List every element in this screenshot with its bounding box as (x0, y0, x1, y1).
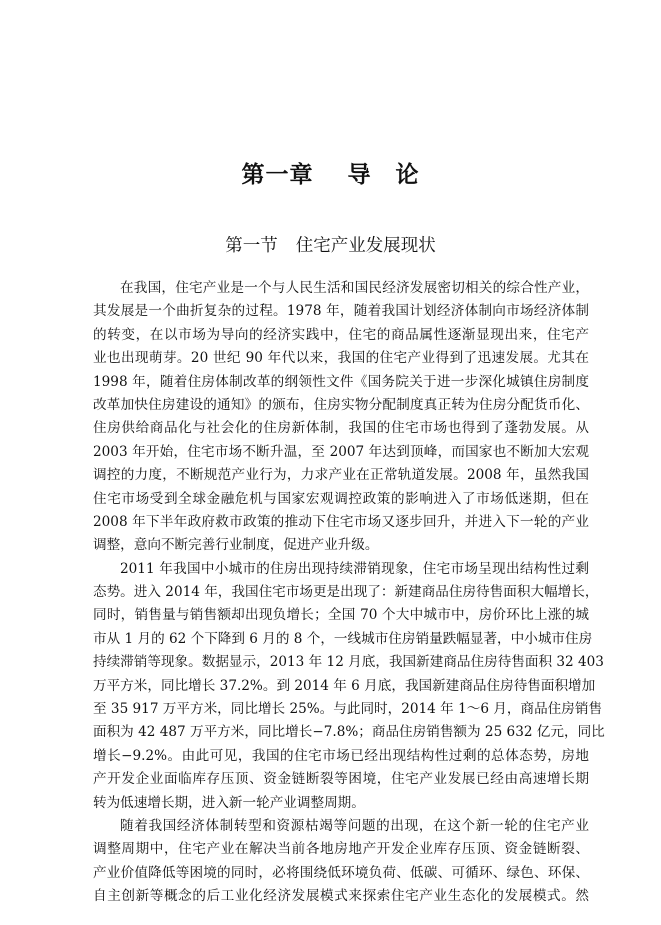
text-line: 住房供给商品化与社会化的住房新体制，我国的住宅市场也得到了蓬勃发展。从 (93, 420, 589, 437)
text-line: 2011 年我国中小城市的住房出现持续滞销现象，住宅市场呈现出结构性过剩 (120, 560, 589, 577)
section-title (0, 232, 661, 257)
text-line: 调整周期中，住宅产业在解决当前各地房地产开发企业库存压顶、资金链断裂、 (93, 841, 589, 858)
text-line: 至 35 917 万平方米，同比增长 25%。与此同时，2014 年 1～6 月，商品住房销售 (93, 701, 603, 718)
text-line: 2003 年开始，住宅市场不断升温，至 2007 年达到顶峰，而国家也不断加大宏观 (93, 443, 589, 460)
chapter-name: 导 论 (347, 161, 420, 188)
text-line: 随着我国经济体制转型和资源枯竭等问题的出现，在这个新一轮的住宅产业 (120, 817, 589, 834)
text-line: 改革加快住房建设的通知》的颁布，住房实物分配制度真正转为住房分配货币化、 (93, 396, 589, 413)
text-line: 1998 年，随着住房体制改革的纲领性文件《国务院关于进一步深化城镇住房制度 (93, 373, 589, 390)
text-line: 市从 1 月的 62 个下降到 6 月的 8 个，一线城市住房销量跌幅显著，中小城市住房 (93, 630, 593, 647)
paragraph (93, 558, 605, 815)
text-line: 同时，销售量与销售额却出现负增长；全国 70 个大中城市中，房价环比上涨的城 (93, 607, 589, 624)
text-line: 其发展是一个曲折复杂的过程。1978 年，随着我国计划经济体制向市场经济体制 (93, 303, 589, 320)
text-line: 住宅市场受到全球金融危机与国家宏观调控政策的影响进入了市场低迷期，但在 (93, 490, 589, 507)
text-line: 面积为 42 487 万平方米，同比增长−7.8%；商品住房销售额为 25 632 亿元，同比 (93, 724, 605, 741)
chapter-number: 第一章 (241, 161, 314, 188)
paragraph (93, 277, 589, 558)
text-line: 的转变，在以市场为导向的经济实践中，住宅的商品属性逐渐显现出来，住宅产 (93, 326, 589, 343)
text-line: 产开发企业面临库存压顶、资金链断裂等困境，住宅产业发展已经由高速增长期 (93, 771, 589, 788)
text-line: 调控的力度，不断规范产业行为，力求产业在正常轨道发展。2008 年，虽然我国 (93, 467, 589, 484)
text-line: 增长−9.2%。由此可见，我国的住宅市场已经出现结构性过剩的总体态势，房地 (93, 747, 589, 764)
text-line: 业也出现萌芽。20 世纪 90 年代以来，我国的住宅产业得到了迅速发展。尤其在 (93, 350, 589, 367)
text-line: 在我国，住宅产业是一个与人民生活和国民经济发展密切相关的综合性产业， (120, 280, 589, 296)
body-text (93, 277, 605, 909)
text-line: 自主创新等概念的后工业化经济发展模式来探索住宅产业生态化的发展模式。然 (93, 888, 589, 905)
section-number: 第一节 (225, 236, 278, 256)
text-line: 产业价值降低等困境的同时，必将围绕低环境负荷、低碳、可循环、绿色、环保、 (93, 864, 589, 881)
text-line: 态势。进入 2014 年，我国住宅市场更是出现了：新建商品住房待售面积大幅增长， (93, 584, 599, 601)
text-line: 调整，意向不断完善行业制度，促进产业升级。 (93, 537, 379, 554)
text-line: 持续滞销等现象。数据显示，2013 年 12 月底，我国新建商品住房待售面积 32 403 (93, 654, 604, 671)
text-line: 转为低速增长期，进入新一轮产业调整周期。 (93, 794, 365, 811)
text-line: 万平方米，同比增长 37.2%。到 2014 年 6 月底，我国新建商品住房待售面积增加 (93, 677, 596, 694)
text-line: 2008 年下半年政府救市政策的推动下住宅市场又逐步回升，并进入下一轮的产业 (93, 513, 589, 530)
chapter-title (0, 156, 661, 189)
paragraph (93, 815, 589, 909)
section-name: 住宅产业发展现状 (295, 236, 436, 256)
